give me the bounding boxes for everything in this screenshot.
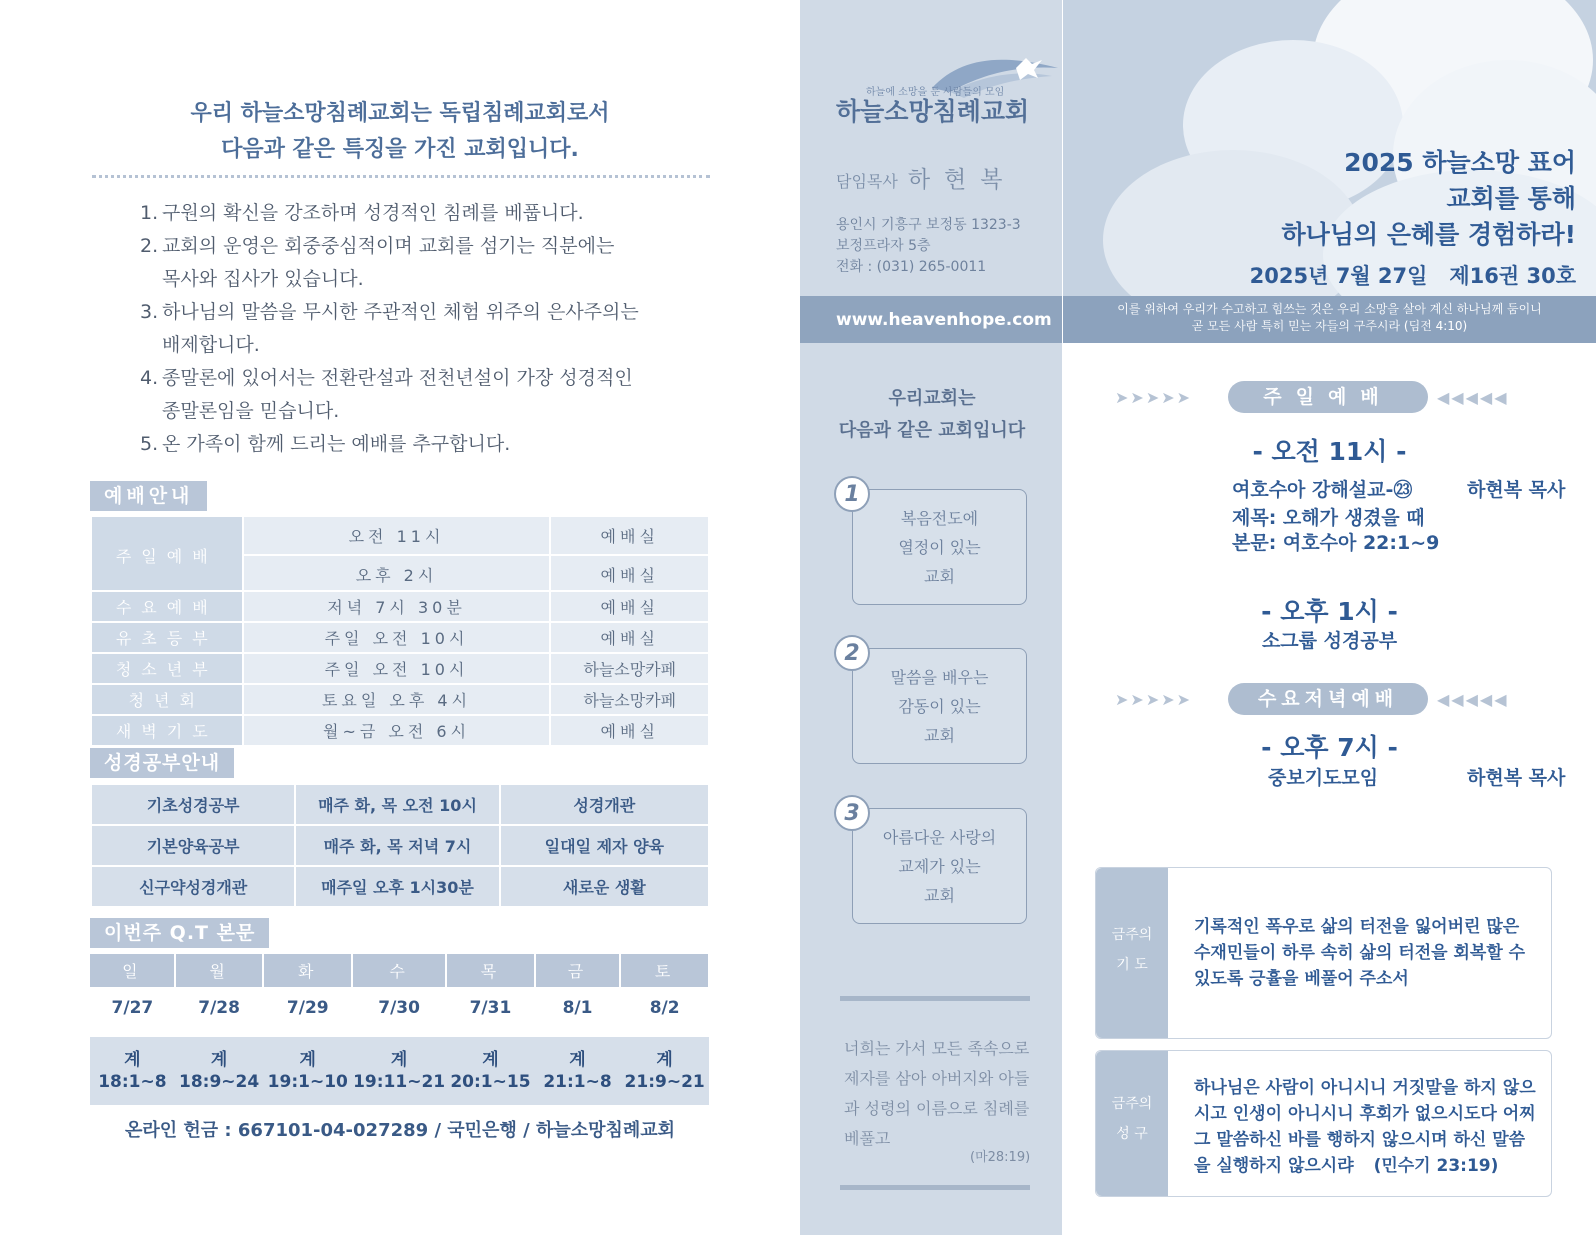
feature-line: 교회 [924,886,955,905]
side-label-line: 기 도 [1116,957,1148,973]
sunday-pm-time: - 오후 1시 - [1261,597,1398,626]
table-row [91,653,709,684]
table-cell: 매주 화, 목 오전 10시 [295,784,499,825]
qt-day: 수 [352,954,446,987]
motto-line: 2025 하늘소망 표어 [1344,148,1576,177]
qt-day: 토 [620,954,709,987]
qt-book: 계 [210,1050,228,1070]
tenet-number: 1. [140,202,159,224]
tenet-item [140,230,740,296]
table-cell: 주일 오전 10시 [243,653,551,684]
table-cell: 예배실 [550,622,709,653]
table-cell: 기본양육공부 [91,825,295,866]
table-cell: 신구약성경개관 [91,866,295,907]
divider [840,996,1030,1001]
table-cell: 월~금 오전 6시 [243,715,551,746]
intro-line-1: 우리 하늘소망침례교회는 독립침례교회로서 [190,101,610,126]
tenet-line: 목사와 집사가 있습니다. [162,268,364,290]
features-title [820,383,1044,447]
qt-day-row [90,954,709,987]
great-commission-verse: 너희는 가서 모든 족속으로 제자를 삼아 아버지와 아들과 성령의 이름으로 침례를 베풀고 [844,1039,1030,1148]
wednesday-time: - 오후 7시 - [1261,733,1398,762]
qt-book: 계 [124,1050,141,1070]
weekly-prayer-box [1095,867,1552,1039]
qt-verse: 21:1~8 [543,1072,612,1092]
worship-guide-label: 예배안내 [90,481,207,511]
feature-box [852,808,1027,924]
worship-schedule-table [90,590,710,747]
motto-line: 하나님의 은혜를 경험하라! [1281,220,1576,249]
weekly-verse-box [1095,1050,1552,1197]
table-cell: 하늘소망카페 [550,684,709,715]
qt-ref [175,1037,264,1105]
annual-motto [1282,145,1576,253]
sky-banner [1063,0,1596,297]
qt-book: 계 [656,1050,673,1070]
tenet-number: 2. [140,235,159,257]
table-cell: 청소년부 [91,653,243,684]
tenet-number: 5. [140,433,159,455]
qt-ref [90,1037,175,1105]
side-label-line: 금주의 [1111,927,1153,943]
tenet-number: 4. [140,367,159,389]
qt-day: 목 [446,954,535,987]
tenet-item [140,197,740,230]
address-line: 용인시 기흥구 보정동 1323-3 [836,217,1021,233]
table-row [91,866,709,907]
motto-line: 교회를 통해 [1446,184,1576,213]
table-cell: 예배실 [550,516,709,555]
phone-line: 전화 : (031) 265-0011 [836,259,987,275]
pastor-line [836,161,1016,194]
table-cell: 새로운 생활 [500,866,709,907]
qt-ref [535,1037,621,1105]
feature-line: 교제가 있는 [898,857,981,876]
feature-number-badge: 1 [834,476,870,512]
table-cell: 토요일 오후 4시 [243,684,551,715]
church-tagline: 하늘에 소망을 둔 사람들의 모임 [866,87,1005,98]
feature-line: 말씀을 배우는 [890,668,989,687]
tenet-number: 3. [140,301,159,323]
side-label-line: 성 구 [1116,1126,1148,1142]
qt-day: 월 [175,954,264,987]
tenet-line: 종말론임을 믿습니다. [162,400,340,422]
feature-line: 감동이 있는 [898,697,981,716]
intro-line-2: 다음과 같은 특징을 가진 교회입니다. [221,137,579,162]
table-row [91,622,709,653]
weekly-verse-text [1194,1075,1539,1179]
table-cell: 수요예배 [91,591,243,622]
sunday-pm-desc: 소그룹 성경공부 [1261,630,1398,652]
feature-line: 아름다운 사랑의 [882,828,997,847]
feature-line: 교회 [924,567,955,586]
qt-date: 7/31 [469,998,512,1018]
wednesday-desc: 중보기도모임 [1268,767,1379,789]
table-cell: 매주 화, 목 저녁 7시 [295,825,499,866]
weekly-verse-body: 하나님은 사람이 아니시니 거짓말을 하지 않으시고 인생이 아니시니 후회가 없으시도다 어찌 그 말씀하신 바를 행하지 않으시며 하신 말씀을 실행하지 않으시랴 [1194,1078,1536,1176]
table-cell: 하늘소망카페 [550,653,709,684]
sermon-text: 본문: 여호수아 22:1~9 [1232,532,1440,554]
table-cell: 새벽기도 [91,715,243,746]
qt-verse: 19:1~10 [267,1072,348,1092]
qt-ref [352,1037,446,1105]
arrows-right-icon: ➤➤➤➤➤ [1115,690,1193,709]
qt-date: 7/29 [286,998,329,1018]
table-cell: 예배실 [550,591,709,622]
feature-line: 열정이 있는 [898,538,981,557]
pastor-name: 하현복 [907,167,1017,193]
banner-verse-line: 이를 위하여 우리가 수고하고 힘쓰는 것은 우리 소망을 살아 계신 하나님께 둠이니 [1117,302,1542,316]
issue-info [1250,260,1576,290]
sunday-am-time: - 오전 11시 - [1252,437,1407,466]
feature-box [852,489,1027,605]
tenets-list [140,197,740,461]
arrows-right-icon: ➤➤➤➤➤ [1115,388,1193,407]
qt-ref [446,1037,535,1105]
qt-verse: 19:11~21 [353,1072,446,1092]
tenet-line: 온 가족이 함께 드리는 예배를 추구합니다. [162,433,511,455]
arrows-left-icon: ◀◀◀◀◀ [1437,690,1509,709]
table-cell: 저녁 7시 30분 [243,591,551,622]
wednesday-preacher: 하현복 목사 [1467,767,1566,789]
features-title-line: 우리교회는 [888,388,976,409]
issue-date: 2025년 7월 27일 [1249,264,1428,288]
qt-date: 7/27 [111,998,154,1018]
tenet-line: 배제합니다. [162,334,260,356]
sermon-title: 제목: 오해가 생겼을 때 [1232,507,1425,529]
qt-verse: 20:1~15 [450,1072,531,1092]
table-row [91,516,709,555]
table-row [91,715,709,746]
table-cell: 청년회 [91,684,243,715]
table-row [91,784,709,825]
qt-verse: 18:1~8 [98,1072,167,1092]
qt-date: 7/30 [378,998,420,1018]
tenet-item [140,428,740,461]
issue-number: 제16권 30호 [1449,264,1576,288]
table-cell: 오후 2시 [243,555,551,594]
table-row [91,591,709,622]
qt-ref [263,1037,352,1105]
qt-book: 계 [569,1050,586,1070]
address-line: 보정프라자 5층 [836,238,931,254]
bible-study-label: 성경공부안내 [90,748,234,778]
qt-day: 화 [263,954,352,987]
sermon-series: 여호수아 강해설교-㉓ [1232,479,1413,501]
table-row [91,825,709,866]
tenet-line: 구원의 확신을 강조하며 성경적인 침례를 베풉니다. [162,202,584,224]
features-title-line: 다음과 같은 교회입니다 [838,420,1026,441]
feature-line: 교회 [924,726,955,745]
banner-verse-line: 곧 모든 사람 특히 믿는 자들의 구주시라 (딤전 4:10) [1191,319,1468,333]
table-row [91,684,709,715]
dotted-divider [92,175,710,178]
pastor-title: 담임목사 [836,172,898,191]
qt-spacer [90,1029,709,1037]
table-cell: 기초성경공부 [91,784,295,825]
table-cell: 예배실 [550,715,709,746]
table-cell: 매주일 오후 1시30분 [295,866,499,907]
side-label-line: 금주의 [1111,1096,1153,1112]
preacher: 하현복 목사 [1467,479,1566,501]
table-cell: 오전 11시 [243,516,551,555]
verse-reference: (마28:19) [970,1150,1031,1165]
qt-table [90,954,710,1105]
banner-verse [1063,301,1596,335]
qt-ref-row [90,1037,709,1105]
table-cell: 유초등부 [91,622,243,653]
qt-date: 8/2 [649,998,680,1018]
qt-book: 계 [390,1050,408,1070]
tenet-line: 교회의 운영은 회중중심적이며 교회를 섬기는 직분에는 [162,235,615,257]
qt-date-row [90,987,709,1029]
tenet-item [140,296,740,362]
weekly-verse-ref: (민수기 23:19) [1373,1156,1499,1176]
online-offering: 온라인 헌금 : 667101-04-027289 / 국민은행 / 하늘소망침례교회 [124,1120,676,1141]
arrows-left-icon: ◀◀◀◀◀ [1437,388,1509,407]
divider [840,1185,1030,1190]
qt-day: 일 [90,954,175,987]
qt-book: 계 [482,1050,499,1070]
qt-day: 금 [535,954,621,987]
weekly-verse-label [1096,1051,1168,1196]
sunday-worship-pill: 주일예배 [1228,381,1428,413]
intro-heading [90,96,710,168]
weekly-prayer-text: 기록적인 폭우로 삶의 터전을 잃어버린 많은 수재민들이 하루 속히 삶의 터전을 회복할 수 있도록 긍휼을 베풀어 주소서 [1194,917,1526,989]
feature-box [852,648,1027,764]
qt-verse: 18:9~24 [179,1072,260,1092]
feature-number-badge: 2 [834,635,870,671]
tenet-item [140,362,740,428]
qt-verse: 21:9~21 [624,1072,705,1092]
table-cell: 예배실 [550,555,709,594]
weekly-prayer-label [1096,868,1168,1038]
table-cell: 성경개관 [500,784,709,825]
feature-number-badge: 3 [834,795,870,831]
church-name: 하늘소망침례교회 [836,97,1030,126]
sunday-worship-name: 주일예배 [91,516,243,594]
table-cell: 주일 오전 10시 [243,622,551,653]
qt-label: 이번주 Q.T 본문 [90,918,269,948]
feature-line: 복음전도에 [900,509,979,528]
tenet-line: 하나님의 말씀을 무시한 주관적인 체험 위주의 은사주의는 [162,301,639,323]
qt-book: 계 [299,1050,316,1070]
website-link[interactable]: www.heavenhope.com [836,310,1052,330]
qt-ref [620,1037,709,1105]
table-cell: 일대일 제자 양육 [500,825,709,866]
wednesday-worship-pill: 수요저녁예배 [1228,683,1428,715]
sunday-worship-table [90,515,710,595]
bible-study-table [90,783,710,908]
tenet-line: 종말론에 있어서는 전환란설과 전천년설이 가장 성경적인 [162,367,633,389]
church-address [836,215,1021,278]
qt-date: 7/28 [198,998,240,1018]
qt-date: 8/1 [562,998,593,1018]
